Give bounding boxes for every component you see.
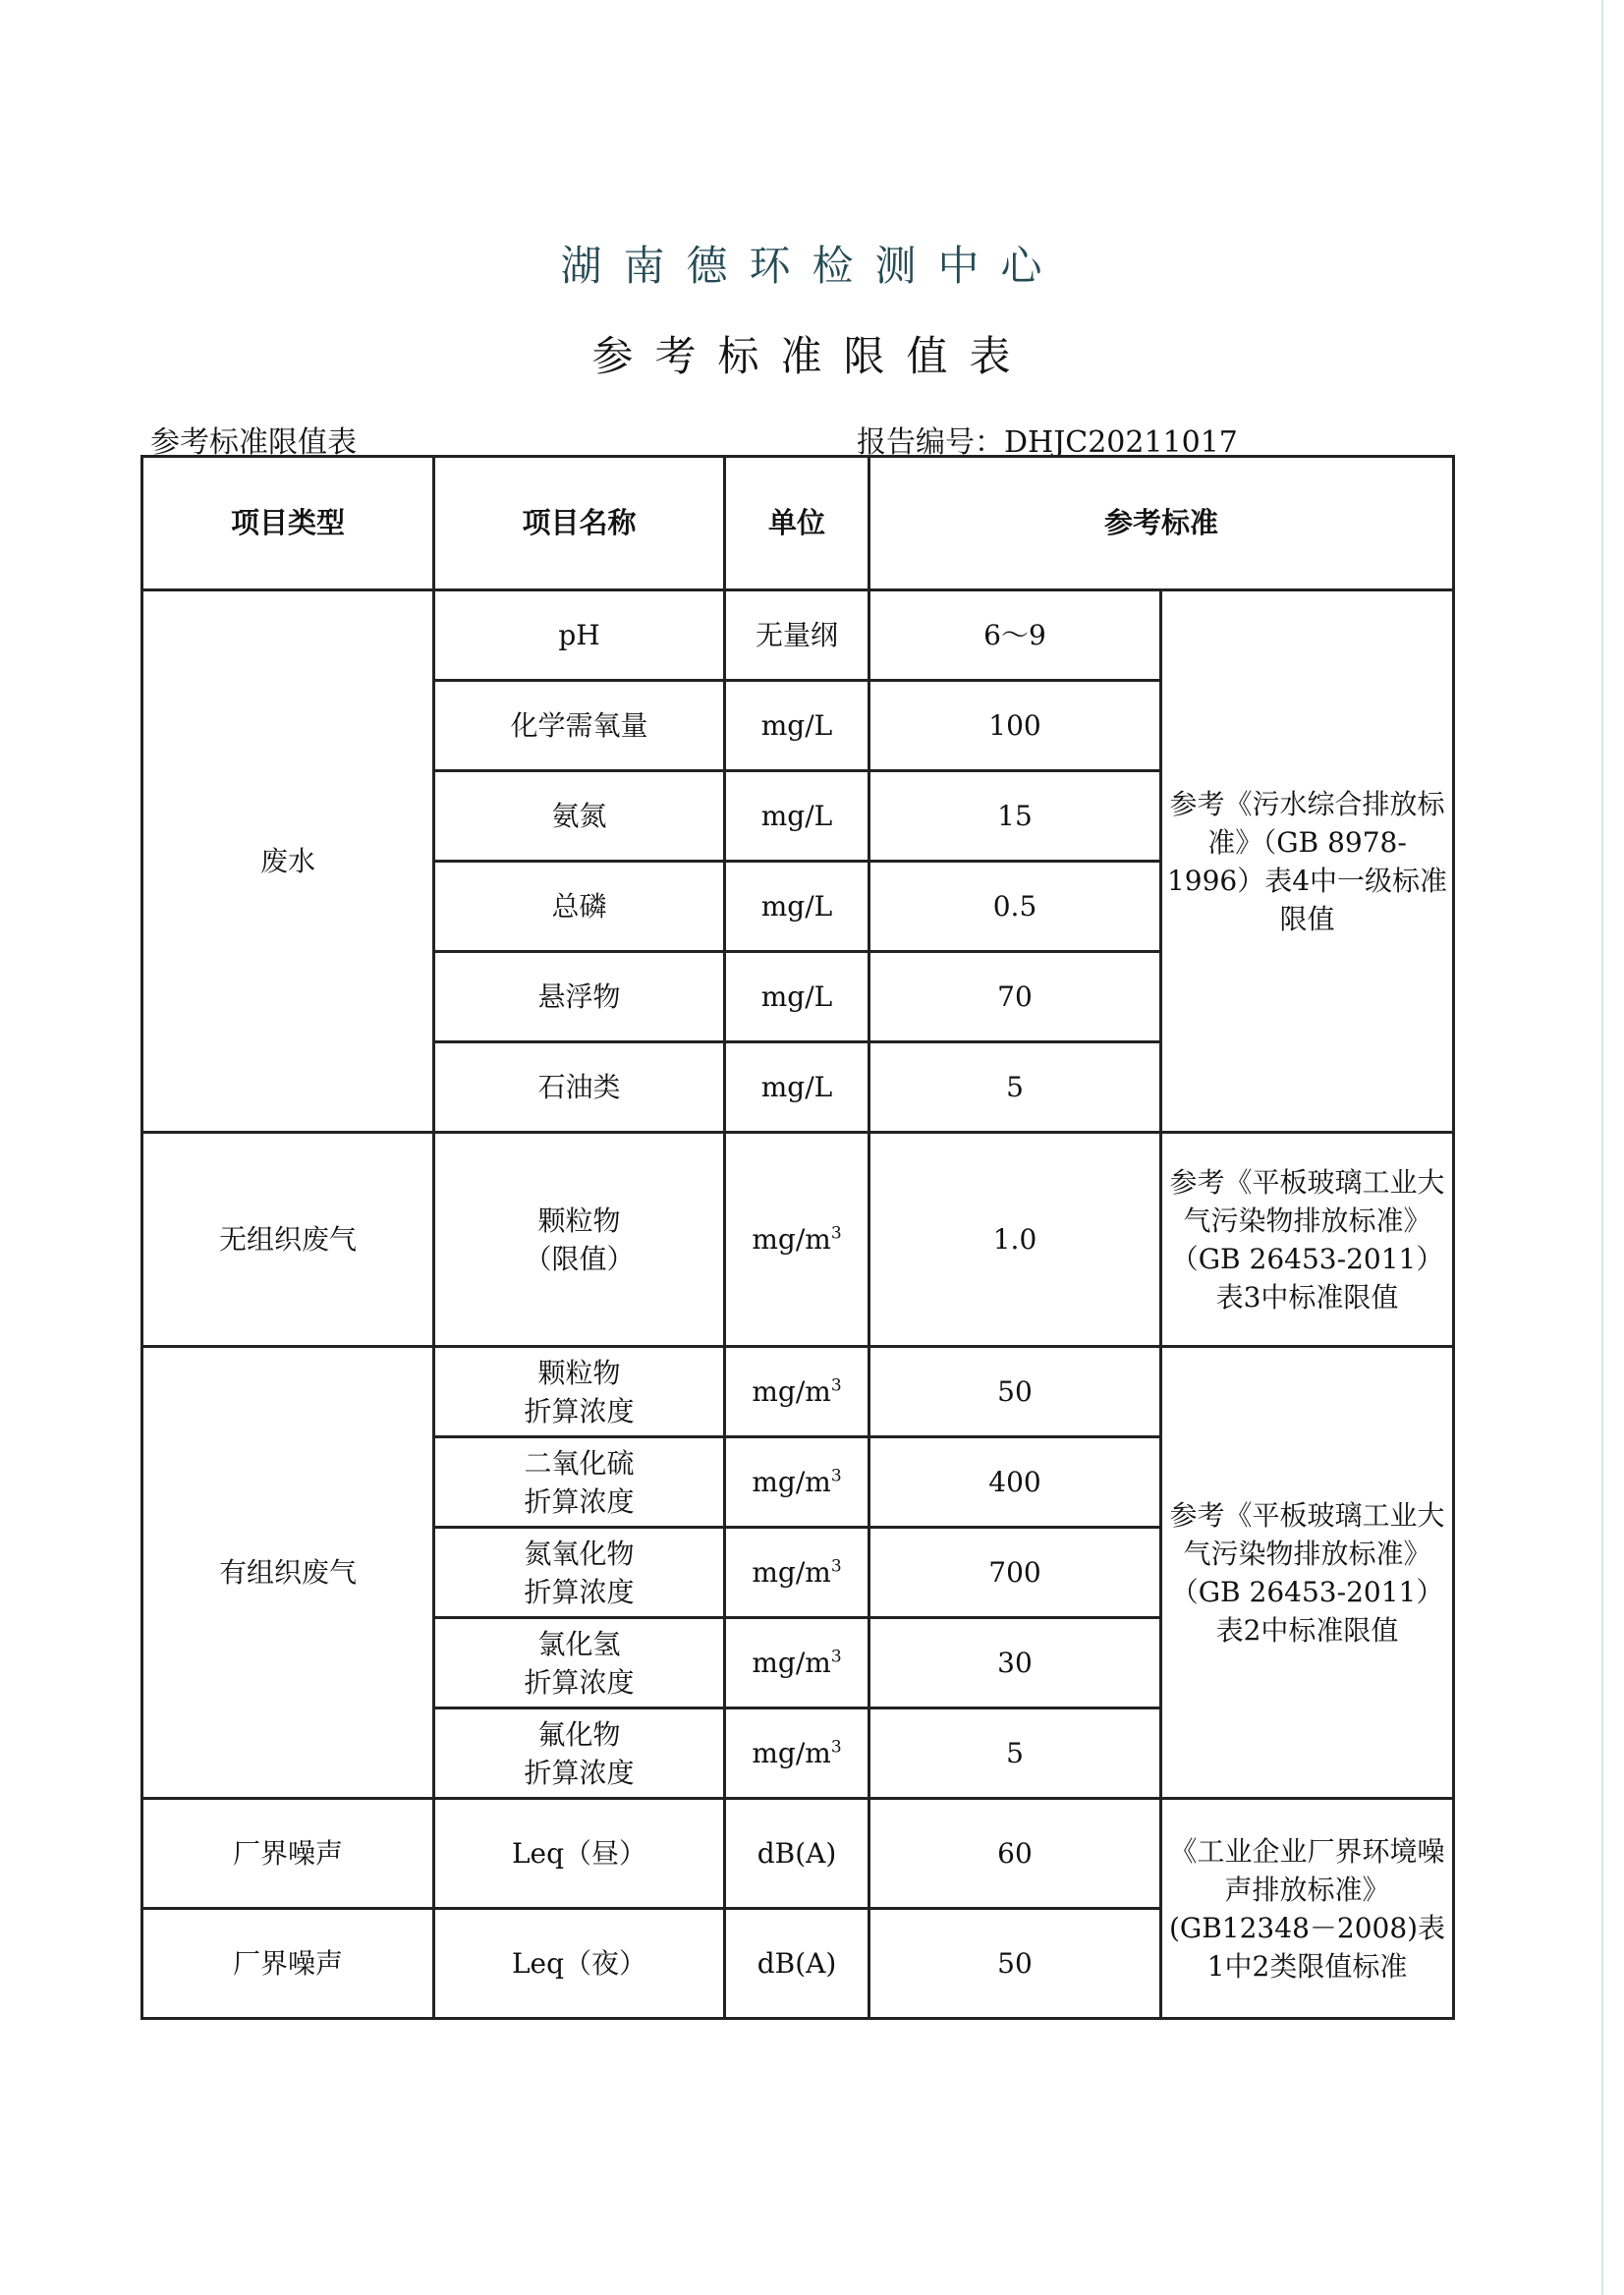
unit-superscript: 3: [830, 1737, 842, 1758]
unit-superscript: 3: [830, 1556, 842, 1577]
item-name-line2: 折算浓度: [524, 1756, 635, 1789]
item-name-line2: 折算浓度: [524, 1394, 635, 1427]
item-limit: 400: [869, 1437, 1161, 1528]
item-name: [434, 1133, 725, 1347]
item-name-line1: 颗粒物: [537, 1203, 621, 1237]
type-cell-fugitive: 无组织废气: [142, 1133, 434, 1347]
item-name-line2: 折算浓度: [524, 1665, 635, 1699]
item-unit: dB(A): [725, 1909, 869, 2019]
unit-superscript: 3: [830, 1466, 842, 1486]
item-name: [434, 1347, 725, 1437]
item-limit: 6～9: [869, 590, 1161, 681]
item-name: pH: [434, 590, 725, 681]
unit-superscript: 3: [830, 1223, 842, 1244]
item-name: [434, 1528, 725, 1618]
item-unit: mg/L: [725, 862, 869, 952]
table-row: [142, 1799, 1454, 1909]
item-name: 悬浮物: [434, 952, 725, 1042]
item-limit: 1.0: [869, 1133, 1161, 1347]
standard-cell-wastewater: 参考《污水综合排放标准》（GB 8978-1996）表4中一级标准限值: [1161, 590, 1454, 1133]
item-name-line1: 二氧化硫: [524, 1446, 635, 1480]
item-name: 化学需氧量: [434, 681, 725, 771]
item-unit: dB(A): [725, 1799, 869, 1909]
type-cell-noise: 厂界噪声: [142, 1909, 434, 2019]
item-unit: [725, 1708, 869, 1799]
item-limit: 30: [869, 1618, 1161, 1708]
item-name: [434, 1618, 725, 1708]
item-limit: 50: [869, 1909, 1161, 2019]
item-name: Leq（昼）: [434, 1799, 725, 1909]
item-name-line2: 折算浓度: [524, 1484, 635, 1518]
item-limit: 5: [869, 1042, 1161, 1133]
item-unit: mg/L: [725, 952, 869, 1042]
item-name: 氨氮: [434, 771, 725, 862]
item-unit: [725, 1347, 869, 1437]
unit-superscript: 3: [830, 1375, 842, 1396]
item-name-line1: 氯化氢: [537, 1627, 621, 1660]
unit-superscript: 3: [830, 1647, 842, 1667]
item-name-line1: 氟化物: [537, 1717, 621, 1751]
doc-title: 参考标准限值表: [591, 332, 1033, 380]
item-name: 石油类: [434, 1042, 725, 1133]
item-name: Leq（夜）: [434, 1909, 725, 2019]
table-header-row: [142, 457, 1454, 590]
unit-text: mg/m: [752, 1223, 831, 1256]
standard-cell-noise: 《工业企业厂界环境噪声排放标准》(GB12348－2008)表1中2类限值标准: [1161, 1799, 1454, 2019]
item-unit: [725, 1528, 869, 1618]
standard-cell-fugitive: 参考《平板玻璃工业大气污染物排放标准》（GB 26453-2011）表3中标准限值: [1161, 1133, 1454, 1347]
item-limit: 100: [869, 681, 1161, 771]
standard-cell-organized: 参考《平板玻璃工业大气污染物排放标准》（GB 26453-2011）表2中标准限值: [1161, 1347, 1454, 1799]
item-limit: 70: [869, 952, 1161, 1042]
table-row: [142, 590, 1454, 681]
item-unit: 无量纲: [725, 590, 869, 681]
table-row: [142, 1133, 1454, 1347]
reference-standard-table: [140, 455, 1455, 2020]
item-limit: 700: [869, 1528, 1161, 1618]
item-unit: [725, 1437, 869, 1528]
item-limit: 5: [869, 1708, 1161, 1799]
item-name: [434, 1708, 725, 1799]
table-caption: 参考标准限值表: [150, 425, 357, 460]
item-unit: mg/L: [725, 771, 869, 862]
unit-text: mg/m: [752, 1647, 831, 1679]
col-header-standard: 参考标准: [869, 457, 1454, 590]
table-row: [142, 1347, 1454, 1437]
item-name-line2: 折算浓度: [524, 1575, 635, 1608]
unit-text: mg/m: [752, 1556, 831, 1589]
unit-text: mg/m: [752, 1466, 831, 1498]
col-header-name: 项目名称: [434, 457, 725, 590]
item-name: 总磷: [434, 862, 725, 952]
unit-text: mg/m: [752, 1737, 831, 1769]
item-name-line1: 氮氧化物: [524, 1537, 635, 1570]
item-name-line1: 颗粒物: [537, 1356, 621, 1389]
item-limit: 0.5: [869, 862, 1161, 952]
col-header-type: 项目类型: [142, 457, 434, 590]
item-unit: [725, 1133, 869, 1347]
type-cell-organized: 有组织废气: [142, 1347, 434, 1799]
item-name: [434, 1437, 725, 1528]
report-number: 报告编号：DHJC20211017: [857, 425, 1238, 460]
item-limit: 15: [869, 771, 1161, 862]
item-unit: mg/L: [725, 681, 869, 771]
item-unit: mg/L: [725, 1042, 869, 1133]
col-header-unit: 单位: [725, 457, 869, 590]
item-name-line2: （限值）: [524, 1242, 635, 1275]
type-cell-wastewater: 废水: [142, 590, 434, 1133]
item-limit: 60: [869, 1799, 1161, 1909]
unit-text: mg/m: [752, 1375, 831, 1408]
item-unit: [725, 1618, 869, 1708]
org-title: 湖南德环检测中心: [560, 242, 1064, 290]
item-limit: 50: [869, 1347, 1161, 1437]
type-cell-noise: 厂界噪声: [142, 1799, 434, 1909]
